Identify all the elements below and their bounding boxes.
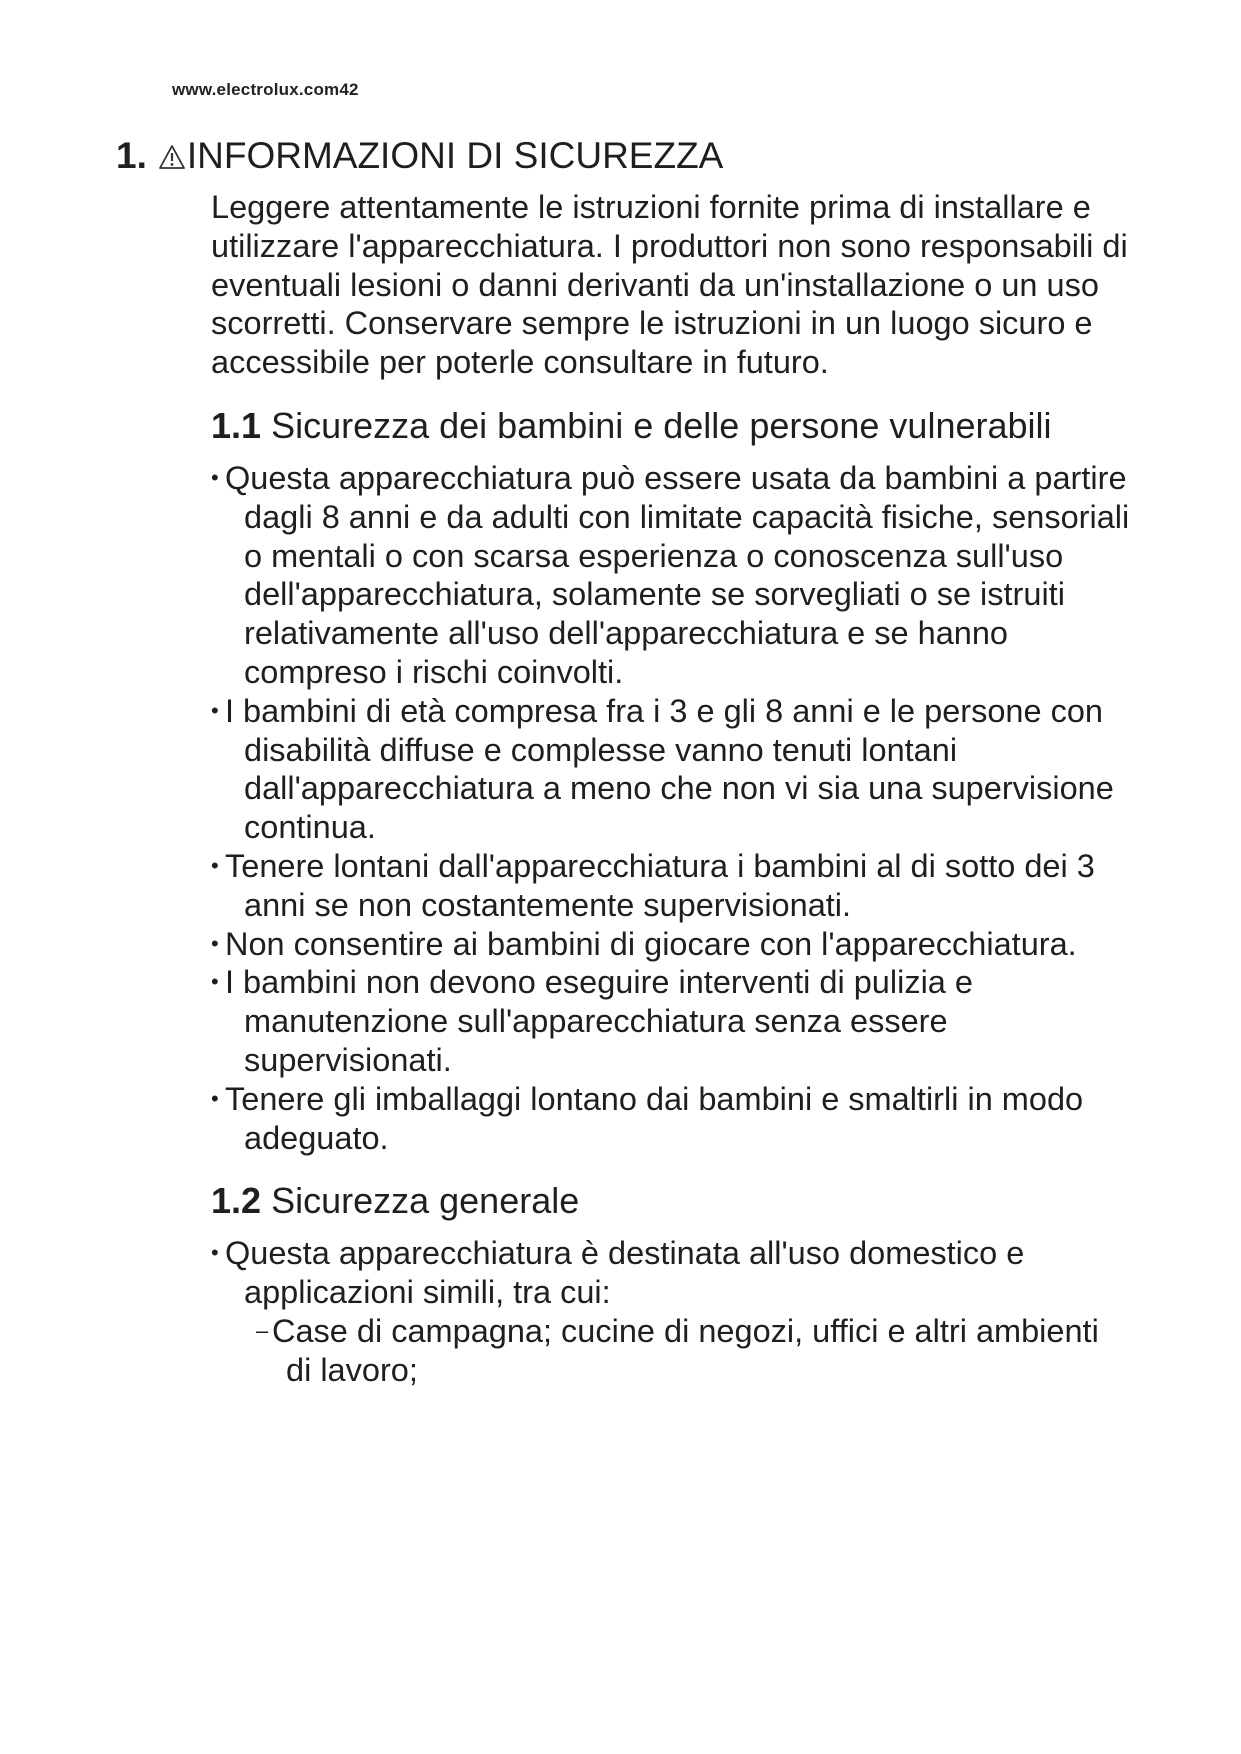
subsection-2-title: Sicurezza generale xyxy=(271,1180,580,1222)
bullet-icon: • xyxy=(211,852,219,878)
content xyxy=(211,188,1131,1390)
list-item: • I bambini non devono eseguire interventi di pulizia e manutenzione sull'apparecchiatura senza essere supervisionati. xyxy=(211,964,973,1078)
bullet-icon: • xyxy=(211,464,219,490)
section-number: 1. xyxy=(116,135,147,176)
subsection-1-list xyxy=(211,459,1131,1157)
intro-paragraph: Leggere attentamente le istruzioni fornite prima di installare e utilizzare l'apparecchiatura. I produttori non sono responsabili di eventuali lesioni o danni derivanti da un'installazione o un uso scorretti. Conservare sempre le istruzioni in un luogo sicuro e accessibile per poterle consultare in futuro. xyxy=(211,189,1128,381)
section-heading xyxy=(116,134,723,178)
sub-list-item: – Case di campagna; cucine di negozi, uffici e altri ambienti di lavoro; xyxy=(256,1312,1099,1388)
subsection-2-number: 1.2 xyxy=(211,1180,262,1222)
list-item: • Questa apparecchiatura può essere usata da bambini a partire dagli 8 anni e da adulti con limitate capacità fisiche, sensoriali o mentali o con scarsa esperienza o conoscenza sull'uso dell'apparecchiatura, solamente se sorvegliati o se istruiti relativamente all'uso dell'apparecchiatura e se hanno compreso i rischi coinvolti. xyxy=(211,459,1130,690)
dash-icon: – xyxy=(256,1317,269,1343)
subsection-1-title: Sicurezza dei bambini e delle persone vulnerabili xyxy=(271,404,1052,446)
list-item: • Non consentire ai bambini di giocare con l'apparecchiatura. xyxy=(211,925,1077,962)
bullet-icon: • xyxy=(211,969,219,995)
subsection-2-heading xyxy=(211,1179,1131,1222)
warning-icon xyxy=(159,136,185,162)
bullet-icon: • xyxy=(211,1085,219,1111)
subsection-1-heading xyxy=(211,404,1131,447)
bullet-icon: • xyxy=(211,930,219,956)
bullet-icon: • xyxy=(211,1240,219,1266)
list-item: • I bambini di età compresa fra i 3 e gli 8 anni e le persone con disabilità diffuse e complesse vanno tenuti lontani dall'apparecchiatura a meno che non vi sia una supervisione continua. xyxy=(211,692,1114,846)
section-title: INFORMAZIONI DI SICUREZZA xyxy=(186,135,724,176)
bullet-icon: • xyxy=(211,697,219,723)
subsection-2-list xyxy=(211,1234,1131,1389)
list-item: • Tenere gli imballaggi lontano dai bambini e smaltirli in modo adeguato. xyxy=(211,1080,1084,1156)
list-item: • Questa apparecchiatura è destinata all'uso domestico e applicazioni simili, tra cui: – Case di campagna; cucine di negozi, uffici e altri ambienti di lavoro; xyxy=(211,1234,1131,1389)
list-item: • Tenere lontani dall'apparecchiatura i bambini al di sotto dei 3 anni se non costantemente supervisionati. xyxy=(211,847,1095,923)
subsection-1-number: 1.1 xyxy=(211,404,262,446)
sub-list xyxy=(244,1312,1131,1390)
header-url: www.electrolux.com42 xyxy=(172,80,359,99)
